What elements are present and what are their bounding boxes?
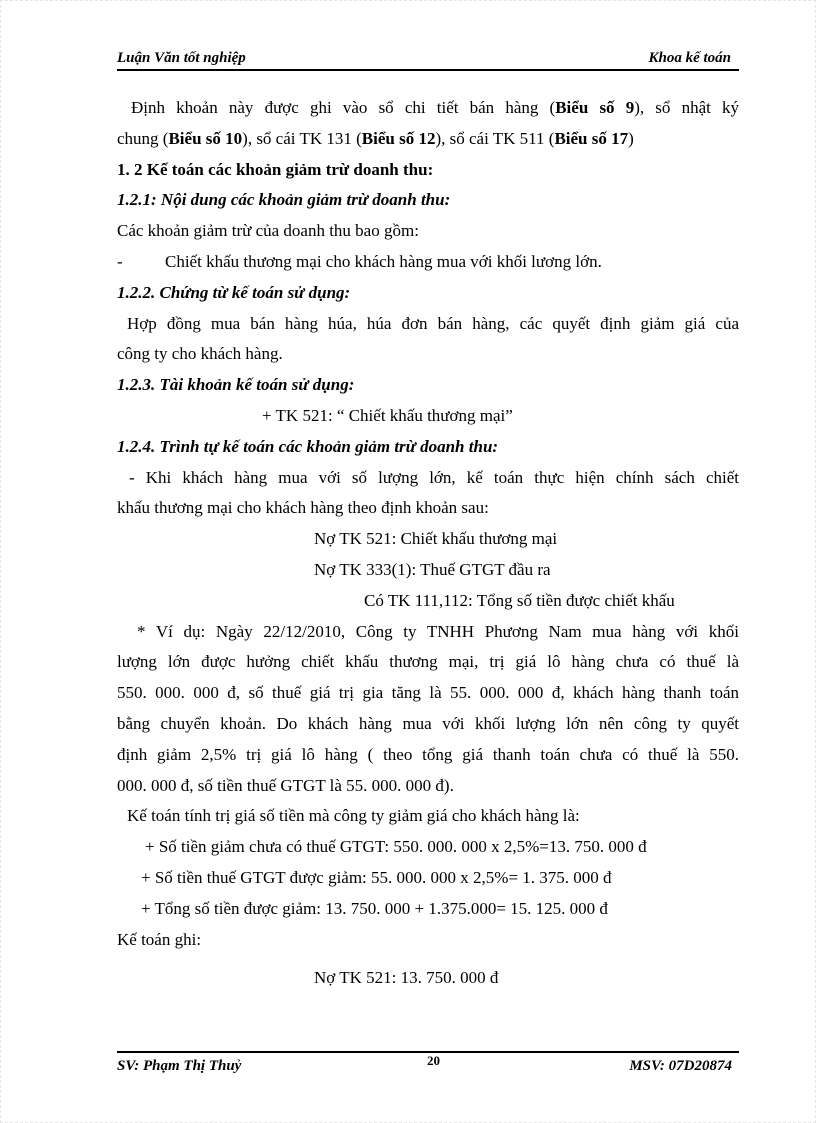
paragraph-procedure-line1: - Khi khách hàng mua với số lượng lớn, kế toán thực hiện chính sách chiết — [129, 467, 739, 487]
paragraph-documents-line2: công ty cho khách hàng. — [117, 344, 283, 364]
example-line6: 000. 000 đ, số tiền thuế GTGT là 55. 000. 000 đ). — [117, 775, 454, 795]
example-line3: 550. 000. 000 đ, số thuế giá trị gia tăng là 55. 000. 000 đ, khách hàng thanh toán — [117, 683, 739, 703]
paragraph-documents-line1: Hợp đồng mua bán hàng húa, húa đơn bán hàng, các quyết định giảm giá của — [127, 313, 739, 333]
entry-debit-3331: Nợ TK 333(1): Thuế GTGT đầu ra — [314, 559, 551, 579]
heading-1-2-4: 1.2.4. Trình tự kế toán các khoản giảm trừ doanh thu: — [117, 436, 499, 456]
entry-debit-521: Nợ TK 521: Chiết khấu thương mại — [314, 529, 558, 549]
example-line2: lượng lớn được hưởng chiết khấu thương mại, trị giá lô hàng chưa có thuế là — [117, 652, 739, 672]
paragraph-procedure-line2: khấu thương mại cho khách hàng theo định khoản sau: — [117, 498, 489, 518]
example-line5: định giảm 2,5% trị giá lô hàng ( theo tổng giá thanh toán chưa có thuế là 550. — [117, 744, 739, 764]
heading-1-2-2: 1.2.2. Chứng từ kế toán sử dụng: — [117, 282, 351, 302]
example-line1: * Ví dụ: Ngày 22/12/2010, Công ty TNHH Phương Nam mua hàng với khối — [137, 621, 739, 641]
paragraph-intro-line1: Định khoản này được ghi vào sổ chi tiết bán hàng (Biểu số 9), sổ nhật ký — [131, 98, 739, 117]
footer-student: SV: Phạm Thị Thuỷ — [117, 1058, 242, 1074]
calc-intro: Kế toán tính trị giá số tiền mà công ty giảm giá cho khách hàng là: — [127, 806, 580, 826]
document-body — [117, 93, 739, 994]
bullet-item: - Chiết khấu thương mại cho khách hàng mua với khối lương lớn. — [117, 251, 602, 271]
entry-final: Nợ TK 521: 13. 750. 000 đ — [314, 968, 499, 988]
calc-discount: + Số tiền giảm chưa có thuế GTGT: 550. 000. 000 x 2,5%=13. 750. 000 đ — [145, 837, 647, 857]
paragraph-deductions: Các khoản giảm trừ của doanh thu bao gồm: — [117, 221, 419, 241]
entry-credit-111-112: Có TK 111,112: Tổng số tiền được chiết khấu — [364, 590, 675, 610]
paragraph-intro-line2: chung (Biểu số 10), sổ cái TK 131 (Biểu số 12), sổ cái TK 511 (Biểu số 17) — [117, 128, 634, 148]
heading-1-2-1: 1.2.1: Nội dung các khoản giảm trừ doanh thu: — [117, 190, 451, 210]
calc-total: + Tổng số tiền được giảm: 13. 750. 000 + 1.375.000= 15. 125. 000 đ — [141, 898, 608, 918]
example-line4: bằng chuyển khoản. Do khách hàng mua với khối lượng lớn nên công ty quyết — [117, 713, 739, 733]
page-number: 20 — [427, 1053, 440, 1068]
page-header — [117, 49, 739, 71]
footer-student-id: MSV: 07D20874 — [629, 1058, 732, 1074]
calc-vat: + Số tiền thuế GTGT được giảm: 55. 000. 000 x 2,5%= 1. 375. 000 đ — [141, 867, 612, 887]
header-thesis-title: Luận Văn tốt nghiệp — [117, 50, 246, 66]
account-tk521: + TK 521: “ Chiết khấu thương mại” — [262, 405, 513, 425]
accounting-record-label: Kế toán ghi: — [117, 929, 202, 949]
header-department: Khoa kế toán — [648, 50, 731, 66]
heading-1-2-3: 1.2.3. Tài khoản kế toán sử dụng: — [117, 375, 355, 395]
heading-1-2: 1. 2 Kế toán các khoản giảm trừ doanh thu: — [117, 159, 434, 179]
